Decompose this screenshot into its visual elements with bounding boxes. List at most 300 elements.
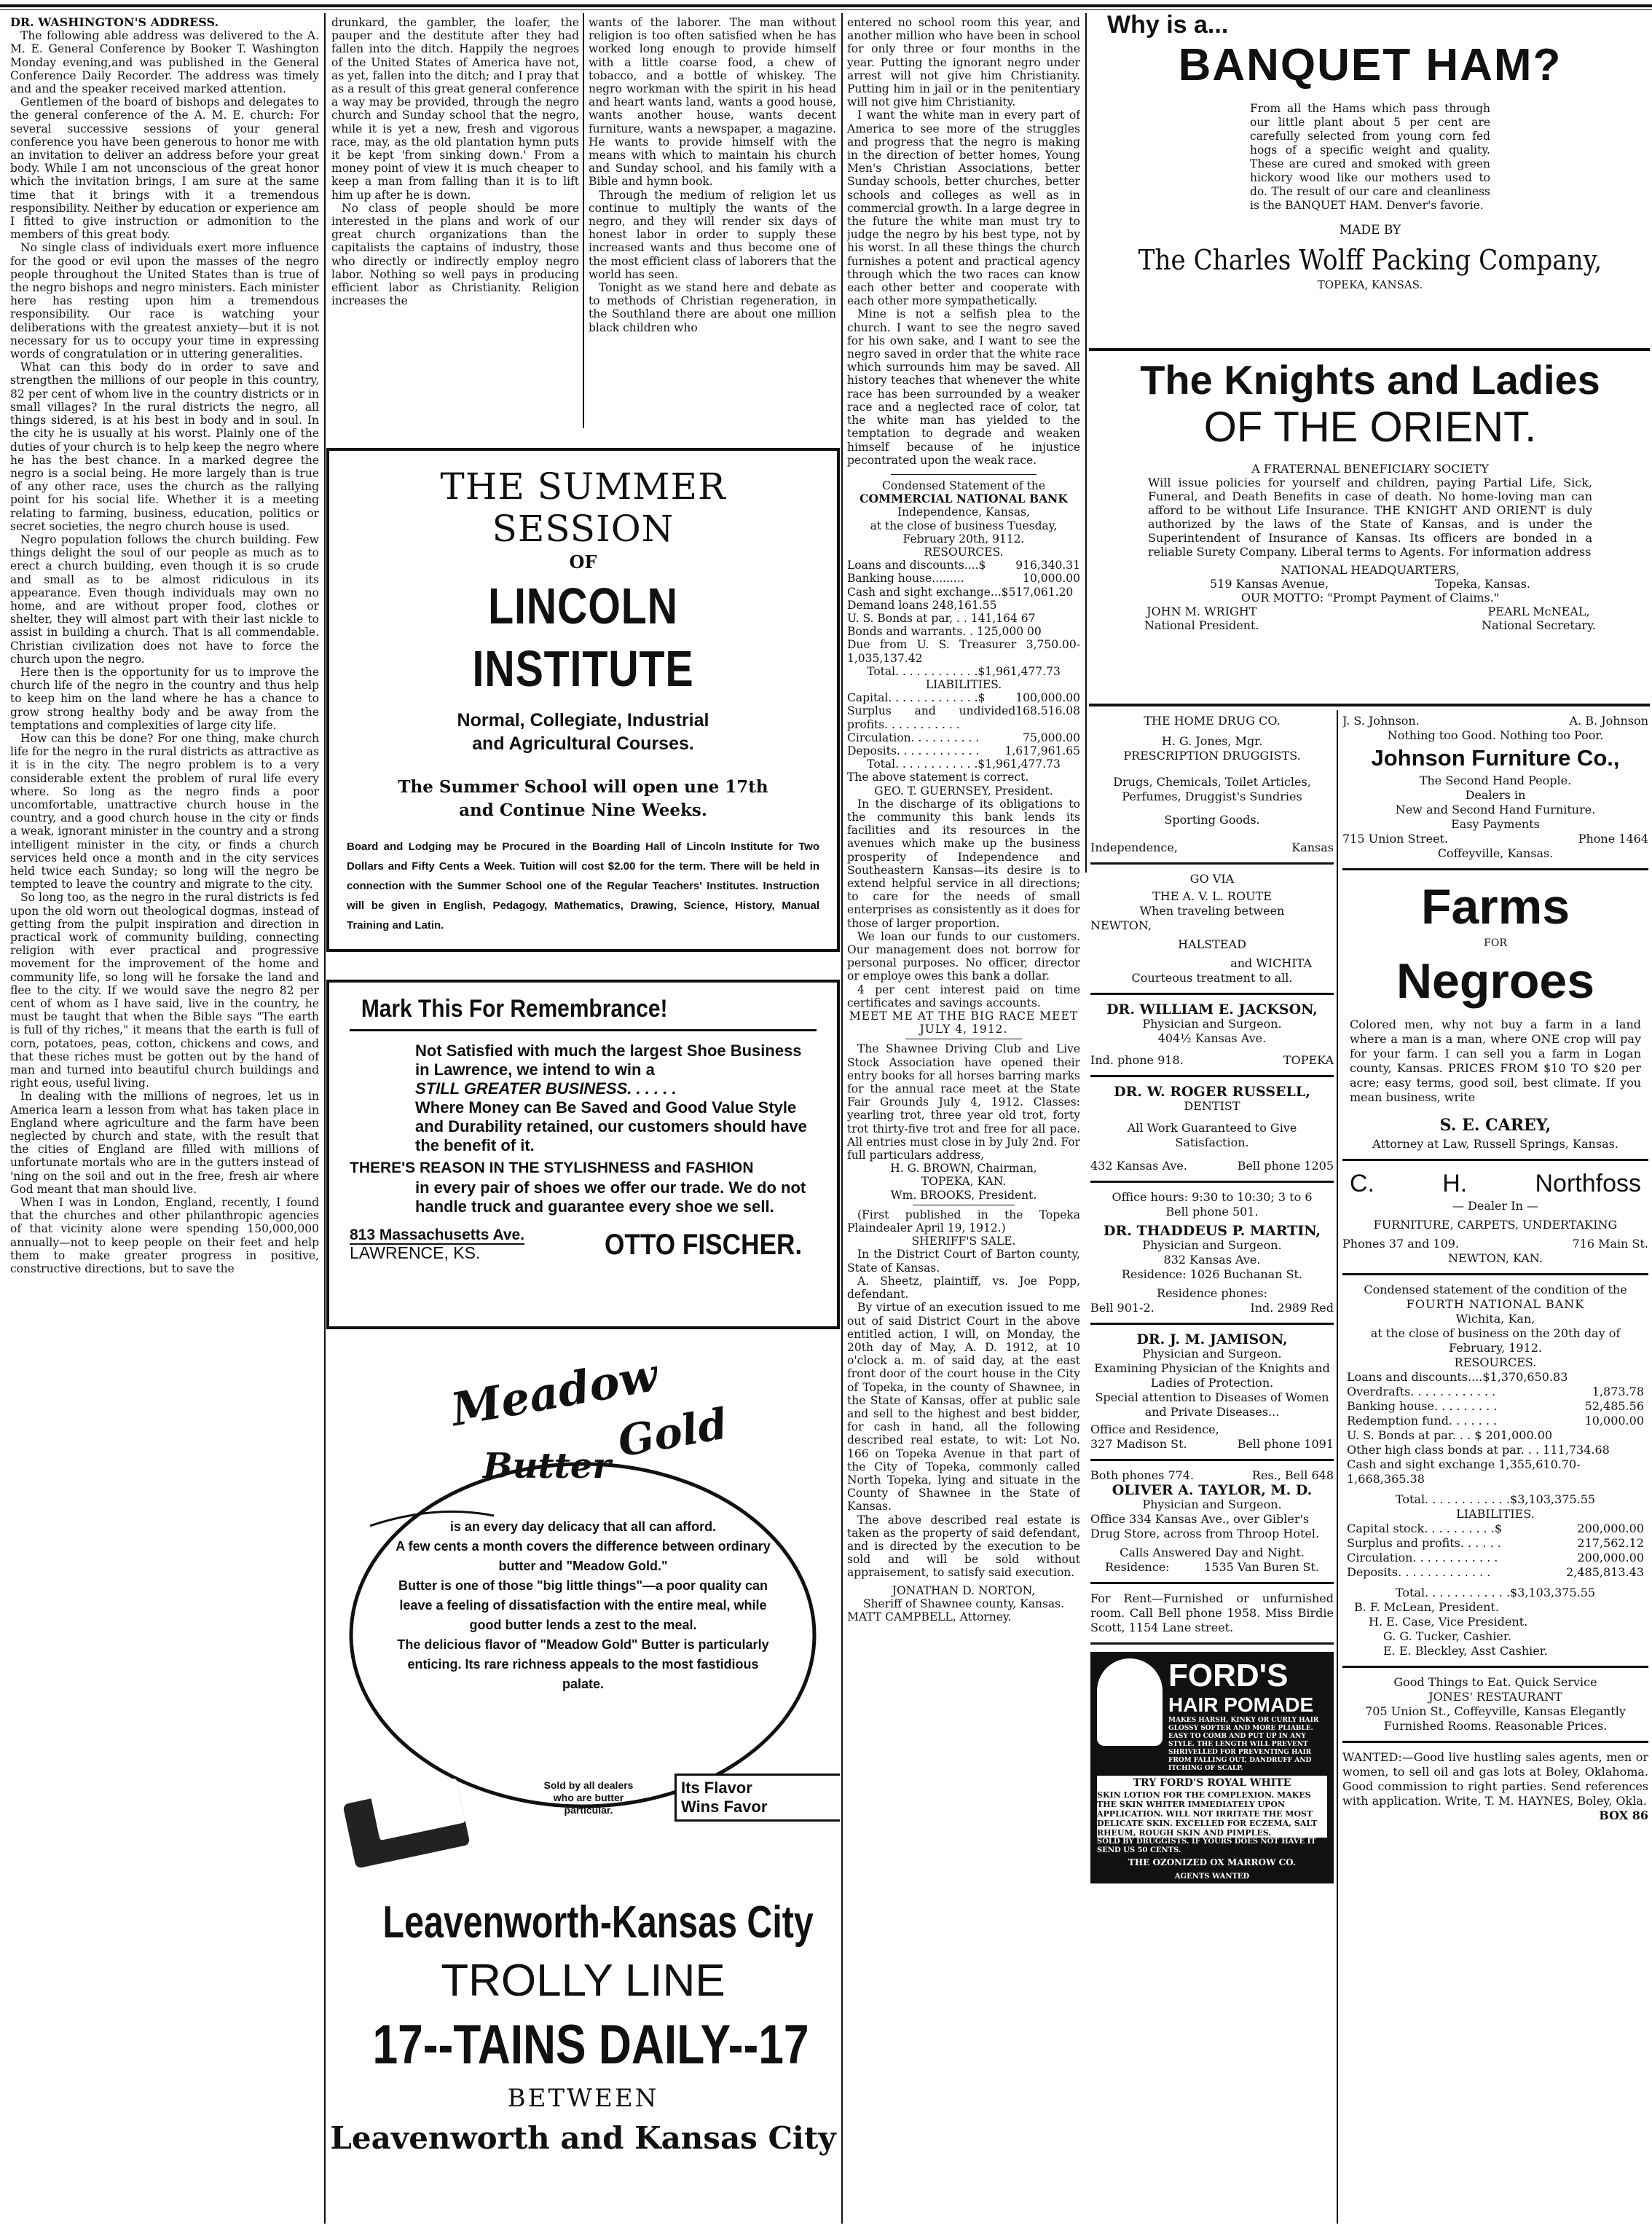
jamison-special: Special attention to Diseases of Women and Private Diseases... xyxy=(1095,1390,1329,1419)
bank-line-value: 168.516.08 xyxy=(1015,704,1080,718)
column-rule-2 xyxy=(841,13,843,2224)
ford-royal-white: TRY FORD'S ROYAL WHITE xyxy=(1097,1776,1327,1790)
restaurant-name: JONES' RESTAURANT xyxy=(1428,1690,1562,1704)
johnson-title: Johnson Furniture Co., xyxy=(1371,745,1620,771)
bank-line-value: 52,485.56 xyxy=(1584,1399,1644,1413)
ad-footer xyxy=(350,1227,817,1261)
meadow-gold-body xyxy=(392,1517,774,1694)
meadow-gold-flavor-box xyxy=(674,1774,840,1822)
bank-line-value: 2,485,813.43 xyxy=(1566,1565,1644,1579)
sale-headline: SHERIFF'S SALE. xyxy=(911,1235,1016,1248)
bank-line xyxy=(847,744,1080,757)
knights-officer-title: National President. xyxy=(1144,618,1259,632)
jackson-phone: Ind. phone 918. xyxy=(1090,1053,1184,1067)
article-paragraph: No single class of individuals exert more influence for the good or evil upon the masses of the negro people throughout the United States than is true of the negro bishops and negro ministers. Each minister here has resting upon him a tremendous responsibility. Our race is watching your deliberations with the greatest anxiety—but it is not necessary for us to occupy your time in expressing words of congratulation or in uttering generalities. xyxy=(10,241,319,361)
russell-work: All Work Guaranteed to Give Satisfaction. xyxy=(1127,1121,1297,1149)
ad-divider xyxy=(350,1029,817,1031)
bank-line-value: 1,873.78 xyxy=(1592,1385,1644,1398)
taylor-phone-1: Both phones 774. xyxy=(1090,1468,1195,1482)
ad-otto-fischer xyxy=(326,980,840,1329)
article-paragraph: Mine is not a selfish plea to the church. I want to see the negro saved for his own sake, and I want to see the negro saved in order that the white race which surrounds him may be saved. All history teaches that whenever the white race has been surrounded by a weaker race and a neglected race of color, tat the white man has yielded to the temptation to degrade and weaken himself because of he injustice pecontrated upon the weak race. xyxy=(847,307,1080,467)
ad-body-line: in every pair of shoes we offer our trade. We do not handle truck and guarantee every shoe we sell. xyxy=(415,1178,806,1216)
bank-line-value: 916,340.31 xyxy=(1015,559,1080,572)
divider xyxy=(1090,1642,1334,1645)
fourth-bank-name: FOURTH NATIONAL BANK xyxy=(1406,1297,1585,1311)
drug-manager: H. G. Jones, Mgr. xyxy=(1161,734,1263,748)
bank-line-label: Surplus and undivided profits. . . . . . . . . . . xyxy=(847,704,1016,731)
ad-title-of: OF xyxy=(569,551,597,572)
ad-title: Mark This For Remembrance! xyxy=(361,995,668,1023)
taylor-phones xyxy=(1090,1468,1334,1483)
divider xyxy=(1342,1666,1648,1668)
jamison-body: Examining Physician of the Knights and Ladies of Protection. xyxy=(1094,1361,1330,1390)
divider xyxy=(1342,1273,1648,1275)
article-paragraph: No class of people should be more interested in the plans and work of our great church organizations than the capitalists the captains of industry, those who directly or indirectly employ negro labor. Nothing so well pays in producing efficient labor as Christianity. Religion increases the xyxy=(331,201,579,308)
taylor-residence-address: 1535 Van Buren St. xyxy=(1204,1560,1319,1574)
farms-body: Colored men, why not buy a farm in a land where a man is a man, where ONE crop will pay for your farm. I can sell you a farm in Logan county, Kansas. PRICES FROM $10 TO $20 per acre; easy terms, good soil, best climate. If you mean business, write xyxy=(1350,1017,1641,1104)
bank-total: Total. . . . . . . . . . . .$3,103,375.55 xyxy=(1395,1492,1596,1506)
race-signature: Wm. BROOKS, President. xyxy=(890,1188,1037,1202)
bank-line: Cash and sight exchange 1,355,610.70-1,668,365.38 xyxy=(1347,1457,1581,1486)
bank-line-label: Circulation. . . . . . . . . . . . xyxy=(1347,1551,1498,1564)
jamison-phone: Bell phone 1091 xyxy=(1237,1437,1334,1451)
ad-courses-line1: Normal, Collegiate, Industrial xyxy=(457,710,709,731)
ad-body: Board and Lodging may be Procured in the Boarding Hall of Lincoln Institute for Two Dollars and Fifty Cents a Week. Tuition will cost $2.00 for the term. There will be held in connection with the Summer School one of the Regular Teachers' Institutes. Instruction will be given in English, Pedagogy, Mathematics, Drawing, Science, History, Manual Training and Latin. xyxy=(347,841,819,932)
bank-liabilities-heading: LIABILITIES. xyxy=(925,677,1002,691)
martin-phones xyxy=(1090,1301,1334,1315)
sale-paragraph: A. Sheetz, plaintiff, vs. Joe Popp, defendant. xyxy=(847,1274,1080,1302)
bank-line-value: 10,000.00 xyxy=(1584,1414,1644,1428)
bank-line-label: Overdrafts. . . . . . . . . . . . xyxy=(1347,1385,1496,1398)
bank-city: Independence, Kansas, xyxy=(897,505,1030,519)
ad-flavor-line: Wins Favor xyxy=(681,1798,768,1816)
bank-line xyxy=(847,572,1080,585)
bank-name: COMMERCIAL NATIONAL BANK xyxy=(860,492,1068,506)
johnson-new-second-hand: New and Second Hand Furniture. xyxy=(1395,803,1596,816)
ad-info xyxy=(347,948,819,952)
bank-line: Other high class bonds at par. . . 111,734.68 xyxy=(1347,1443,1610,1457)
knights-officer: JOHN M. WRIGHT xyxy=(1146,605,1257,618)
bank-line: Cash and sight exchange...$517,061.20 xyxy=(847,585,1074,599)
knights-officers xyxy=(1144,605,1596,632)
ad-city: LAWRENCE, KS. xyxy=(350,1243,481,1262)
russell-sub: DENTIST xyxy=(1184,1099,1240,1113)
knights-subtitle: A FRATERNAL BENEFICIARY SOCIETY xyxy=(1251,462,1489,476)
farms-attorney: Attorney at Law, Russell Springs, Kansas. xyxy=(1372,1137,1618,1151)
johnson-dealers: Dealers in xyxy=(1465,788,1526,802)
bank-line: U. S. Bonds at par. . . $ 201,000.00 xyxy=(1347,1428,1553,1442)
taylor-residence-label: Residence: xyxy=(1105,1560,1170,1574)
martin-address: 832 Kansas Ave. xyxy=(1163,1253,1261,1267)
restaurant-body: 705 Union St., Coffeyville, Kansas Elegantly Furnished Rooms. Reasonable Prices. xyxy=(1365,1704,1626,1733)
northfoss-goods: FURNITURE, CARPETS, UNDERTAKING xyxy=(1373,1218,1618,1232)
ad-body-line: Where Money can Be Saved and Good Value Style and Durability retained, our customers should have the benefit of it. xyxy=(415,1098,807,1154)
divider xyxy=(1342,1741,1648,1743)
bank-line-label: Banking house. . . . . . . . . xyxy=(1347,1399,1498,1413)
taylor-residence xyxy=(1090,1560,1334,1575)
bank-line: Due from U. S. Treasurer 3,750.00-1,035,137.42 xyxy=(847,638,1080,665)
divider xyxy=(1090,1181,1334,1183)
johnson-phone: Phone 1464 xyxy=(1578,832,1648,846)
meadow-gold-logo: Meadow xyxy=(447,1347,662,1437)
section-rule xyxy=(1089,704,1650,706)
article-washington-address xyxy=(10,16,319,2223)
for-rent-notice: For Rent—Furnished or unfurnished room. Call Bell phone 1958. Miss Birdie Scott, 1154 Lane street. xyxy=(1090,1591,1334,1634)
ad-body xyxy=(350,1042,817,1155)
northfoss-address xyxy=(1342,1237,1648,1251)
column-rule-4 xyxy=(1337,710,1338,2224)
bank-line-value: 75,000.00 xyxy=(1023,731,1080,744)
meadow-gold-logo-butter: Butter xyxy=(483,1446,611,1487)
ford-company: THE OZONIZED OX MARROW CO. xyxy=(1128,1857,1297,1867)
johnson-street: 715 Union Street. xyxy=(1342,832,1449,846)
johnson-name-2: A. B. Johnson xyxy=(1569,714,1648,728)
ad-body-line: STILL GREATER BUSINESS. . . . . . xyxy=(415,1079,677,1098)
bank-line: Demand loans 248,161.55 xyxy=(847,598,997,612)
bank-line-label: Capital. . . . . . . . . . . . .$ xyxy=(847,691,986,705)
bank-officer: B. F. McLean, President. xyxy=(1354,1600,1499,1614)
column-6-ads xyxy=(1090,714,1334,2224)
northfoss-title xyxy=(1342,1168,1648,1199)
article-paragraph: What can this body do in order to save and strengthen the millions of our people in this country, 82 per cent of whom live in the country districts or in small villages? In the rural districts the negro, all things sidered, is at his best in body and in soul. In the city he is usually at his worst. Plainly one of the duties of your church is to help keep the negro where he has the best chance. In a marked degree the negro is a social being. He more largely than is true of any other race, uses the church as the rallying point for his social life. Whether it is a meeting relating to farming, business, education, politics or secret societies, the negro church house is used. xyxy=(10,361,319,533)
avl-newton: NEWTON, xyxy=(1090,918,1152,932)
knights-body: Will issue policies for yourself and children, paying Partial Life, Sick, Funeral, and Death Benefits in case of death. No home-loving man can afford to be without Life Insurance. THE KNIGHT AND ORIENT is duly authorized by the laws of the State of Kansas, and is under the Superintendent of Insurance of Kansas. Its officers are bonded in a reliable Surety Company. Liberal terms to Agents. For information address xyxy=(1148,476,1592,559)
ham-question: Why is a... xyxy=(1107,11,1229,39)
fourth-bank-heading: Condensed statement of the condition of the xyxy=(1364,1283,1627,1296)
avl-title: GO VIA xyxy=(1189,872,1235,886)
bank-line: U. S. Bonds at par, . . 141,164 67 xyxy=(847,611,1036,625)
fourth-bank-city: Wichita, Kan, xyxy=(1455,1312,1535,1326)
drug-sporting: Sporting Goods. xyxy=(1164,813,1260,827)
taylor-calls: Calls Answered Day and Night. xyxy=(1120,1546,1305,1559)
portrait-icon xyxy=(1097,1658,1163,1746)
meadow-gold-logo-gold: Gold xyxy=(614,1398,731,1467)
divider xyxy=(1090,1323,1334,1325)
ad-open-date: The Summer School will open une 17th xyxy=(398,777,768,797)
restaurant-tagline: Good Things to Eat. Quick Service xyxy=(1393,1675,1597,1689)
article-paragraph: When I was in London, England, recently, I found that the churches and other philanthropic agencies of that vicinity alone were spending 150,000,000 annually—not to keep people on their feet and help them to make greater progress in positive, constructive directions, but to save the xyxy=(10,1196,319,1276)
ad-title: THE SUMMER SESSION xyxy=(440,465,726,550)
bank-line-value: 100,000.00 xyxy=(1015,691,1080,705)
russell-address: 432 Kansas Ave. xyxy=(1090,1159,1187,1173)
article-paragraph: entered no school room this year, and another million who have been in school for only three or four months in the year. Putting the ignorant negro under arrest will not give him Christianity. Putting him in jail or in the penitentiary will not give him Christianity. xyxy=(847,16,1080,109)
divider xyxy=(1090,993,1334,995)
column-rule-1 xyxy=(324,13,326,2224)
knights-title: The Knights and Ladies xyxy=(1140,357,1600,403)
bank-line-label: Capital stock. . . . . . . . . .$ xyxy=(1347,1522,1503,1535)
bank-paragraph: In the discharge of its obligations to the community this bank lends its facilities and its resources in the avenues which make up the business prosperity of Independence and Southeastern Kansas—its desire is to extend helpful service in all directions; to care for the needs of small enterprises as consistently as it does for those of larger proportion. xyxy=(847,797,1080,930)
fourth-bank-resources: RESOURCES. xyxy=(1454,1355,1537,1369)
farms-name: S. E. CAREY, xyxy=(1439,1116,1551,1135)
trolly-subtitle: TROLLY LINE xyxy=(441,1956,725,2006)
northfoss-dealer: — Dealer In — xyxy=(1452,1199,1538,1213)
article-headline: DR. WASHINGTON'S ADDRESS. xyxy=(10,16,219,29)
bank-correct: The above statement is correct. xyxy=(847,771,1029,784)
divider xyxy=(1342,868,1648,870)
avl-route: THE A. V. L. ROUTE xyxy=(1152,889,1272,903)
divider xyxy=(1090,1459,1334,1461)
knights-motto: OUR MOTTO: "Prompt Payment of Claims." xyxy=(1240,591,1500,605)
column-rule-3 xyxy=(1085,13,1087,873)
column-rule-2a xyxy=(583,13,584,428)
ad-fords-pomade xyxy=(1090,1652,1334,1883)
ad-banquet-ham xyxy=(1093,10,1648,345)
article-paragraph: wants of the laborer. The man without religion is too often satisfied when he has worked long enough to provide himself with a little coarse food, a chew of tobacco, and a bottle of whiskey. The negro workman with the spirit in his head and heart wants land, wants a good house, wants another house, wants decent furniture, wants a newspaper, a magazine. He wants to provide himself with the means with which to maintain his church and Sunday school, and his family with a Bible and hymn book. xyxy=(589,16,836,189)
bank-officer: E. E. Bleckley, Asst Cashier. xyxy=(1383,1644,1548,1658)
ad-body-line: A few cents a month covers the difference between ordinary butter and "Meadow Gold." xyxy=(396,1539,771,1573)
column-7-ads xyxy=(1342,714,1648,2224)
martin-residence-phones: Residence phones: xyxy=(1157,1286,1267,1300)
bank-line-value: 217,562.12 xyxy=(1577,1536,1644,1550)
jamison-sub: Physician and Surgeon. xyxy=(1142,1347,1282,1361)
bank-line-value: 10,000.00 xyxy=(1023,572,1080,586)
jackson-sub: Physician and Surgeon. xyxy=(1142,1017,1282,1031)
article-continuation-col2 xyxy=(331,16,579,430)
ad-trolly-line xyxy=(326,1894,840,2221)
farms-title: Farms xyxy=(1420,879,1570,934)
article-paragraph: I want the white man in every part of America to see more of the struggles and progress that the negro is making in the direction of better homes, Young Men's Christian Associations, better Sunday schools, better churches, better schools and colleges as well as in commercial growth. In a large degree in the future the white man must try to judge the negro by his best type, not by his worst. In all these things the church furnishes a potent and practical agency through which the two races can know each other better and cooperate with each other more sympathetically. xyxy=(847,109,1080,308)
northfoss-name: Northfoss xyxy=(1535,1170,1641,1197)
jackson-city: TOPEKA xyxy=(1283,1053,1334,1067)
ad-merchant-name: OTTO FISCHER. xyxy=(604,1229,802,1261)
ad-flavor-line: Its Flavor xyxy=(681,1779,752,1797)
bank-total: Total. . . . . . . . . . . .$3,103,375.55 xyxy=(1395,1586,1596,1599)
jackson-title: DR. WILLIAM E. JACKSON, xyxy=(1106,1001,1318,1017)
bank-line-label: Banking house......... xyxy=(847,572,964,586)
meadow-gold-sold-by: Sold by all dealers who are butter particular. xyxy=(543,1779,634,1816)
race-signature: TOPEKA, KAN. xyxy=(921,1175,1007,1189)
bank-line-label: Surplus and profits. . . . . . xyxy=(1347,1536,1501,1550)
martin-phone: Bell phone 501. xyxy=(1165,1205,1259,1219)
bank-heading: Condensed Statement of the xyxy=(881,479,1046,492)
martin-residence: Residence: 1026 Buchanan St. xyxy=(1121,1267,1303,1281)
article-paragraph: drunkard, the gambler, the loafer, the pauper and the destitute after they had fallen into the ditch. Happily the negroes of the United States of America have not, as yet, fallen into the ditch; and I pray that as a result of this great general conference a way may be provided, through the negro church and Sunday school that the negro, while it is yet a new, fresh and vigorous race, may, as the old plantation hymn puts it be kept 'from sinking down.' From a money point of view it is much cheaper to keep a man from falling than it is to lift him up after he is down. xyxy=(331,16,579,202)
ford-body: MAKES HARSH, KINKY OR CURLY HAIR GLOSSY SOFTER AND MORE PLIABLE. EASY TO COMB AND PUT UP IN ANY STYLE. THE LENGTH WILL PREVENT SHRIVELLED FOR PREVENTING HAIR FROM FALLING OUT, DANDRUFF AND ITCHING OF SCALP. xyxy=(1168,1717,1319,1772)
ford-sold-by: SOLD BY DRUGGISTS. IF YOURS DOES NOT HAVE IT SEND US 50 CENTS. xyxy=(1097,1838,1316,1854)
drug-footer xyxy=(1090,841,1334,855)
ad-lincoln-institute xyxy=(326,448,840,952)
knights-officer: PEARL McNEAL, xyxy=(1487,605,1590,618)
bank-president: GEO. T. GUERNSEY, President. xyxy=(874,784,1053,798)
taylor-sub: Physician and Surgeon. xyxy=(1142,1497,1282,1511)
divider xyxy=(891,474,1037,475)
ad-knights-ladies xyxy=(1093,357,1648,692)
bank-line-label: Loans and discounts....$ xyxy=(847,559,986,572)
fourth-bank-date: at the close of business on the 20th day of February, 1912. xyxy=(1370,1326,1621,1355)
ad-street: 813 Massachusetts Ave. xyxy=(350,1227,525,1243)
fourth-bank-table xyxy=(1342,1370,1648,1658)
ad-duration: and Continue Nine Weeks. xyxy=(459,800,707,820)
bank-line xyxy=(1347,1536,1644,1551)
russell-phone: Bell phone 1205 xyxy=(1237,1159,1334,1173)
farms-for: FOR xyxy=(1484,937,1507,949)
bank-resources-heading: RESOURCES. xyxy=(924,545,1004,559)
divider xyxy=(1342,1159,1648,1161)
divider xyxy=(1090,1582,1334,1584)
taylor-title: OLIVER A. TAYLOR, M. D. xyxy=(1112,1482,1313,1498)
northfoss-phones: Phones 37 and 109. xyxy=(1342,1237,1460,1251)
bank-line-value: 200,000.00 xyxy=(1577,1551,1644,1564)
bank-line-value: 200,000.00 xyxy=(1577,1522,1644,1535)
avl-halstead: HALSTEAD xyxy=(1178,937,1246,951)
ham-title: BANQUET HAM? xyxy=(1178,40,1562,90)
jamison-footer xyxy=(1090,1437,1334,1452)
martin-phone-1: Bell 901-2. xyxy=(1090,1301,1155,1315)
article-paragraph: The following able address was delivered to the A. M. E. General Conference by Booker T. Washington Monday evening,and was published in the General Conference Daily Recorder. The address was timely and and the speaker received marked attention. xyxy=(10,29,319,96)
bank-line xyxy=(1347,1565,1644,1580)
sale-signature: Sheriff of Shawnee county, Kansas. xyxy=(862,1597,1065,1610)
bank-line xyxy=(847,704,1080,731)
race-signature: H. G. BROWN, Chairman, xyxy=(890,1162,1037,1176)
article-paragraph: Tonight as we stand here and debate as to methods of Christian regeneration, in the Southland there are about one million black children who xyxy=(589,281,836,334)
bank-line xyxy=(1347,1522,1644,1536)
jamison-office: Office and Residence, xyxy=(1090,1422,1219,1436)
bank-total: Total. . . . . . . . . . . .$1,961,477.73 xyxy=(867,757,1061,771)
ad-courses-line2: and Agricultural Courses. xyxy=(472,733,694,754)
taylor-phone-2: Res., Bell 648 xyxy=(1251,1468,1334,1482)
avl-courteous: Courteous treatment to all. xyxy=(1131,971,1293,985)
ad-institute-name: LINCOLN INSTITUTE xyxy=(472,578,694,697)
knights-hq: NATIONAL HEADQUARTERS, xyxy=(1281,563,1460,577)
trolly-title: Leavenworth-Kansas City xyxy=(382,1897,814,1948)
jackson-address: 404½ Kansas Ave. xyxy=(1157,1031,1267,1045)
ford-lotion: SKIN LOTION FOR THE COMPLEXION. MAKES THE SKIN WHITER IMMEDIATELY UPON APPLICATION. WILL NOT IRRITATE THE MOST DELICATE SKIN. EXCELLED FOR ECZEMA, SALT RHEUM, ROUGH SKIN AND PIMPLES. xyxy=(1097,1790,1327,1838)
jackson-footer xyxy=(1090,1053,1334,1068)
northfoss-h: H. xyxy=(1442,1170,1468,1197)
northfoss-street: 716 Main St. xyxy=(1572,1237,1648,1251)
taylor-body: Office 334 Kansas Ave., over Gibler's Drug Store, across from Throop Hotel. xyxy=(1090,1512,1320,1540)
ham-body: From all the Hams which pass through our little plant about 5 per cent are carefully selected from young corn fed hogs of a specific weight and quality. These are cured and smoked with green hickory wood like our mothers used to do. The result of our care and cleanliness is the BANQUET HAM. Denver's favorie. xyxy=(1250,102,1490,212)
race-headline: MEET ME AT THE BIG RACE MEET JULY 4, 1912. xyxy=(849,1009,1079,1036)
johnson-address xyxy=(1342,832,1648,846)
ford-subtitle: HAIR POMADE xyxy=(1168,1693,1314,1716)
ad-body-line: The delicious flavor of "Meadow Gold" Butter is particularly enticing. Its rare richness appeals to the most fastidious palate. xyxy=(397,1637,769,1691)
ad-body-line: is an every day delicacy that all can afford. xyxy=(449,1519,717,1534)
ford-title: FORD'S xyxy=(1168,1658,1289,1693)
bank-line-label: Redemption fund. . . . . . . xyxy=(1347,1414,1498,1428)
article-paragraph: Gentlemen of the board of bishops and delegates to the general conference of the A. M. E. church: For several successive sessions of your general conference you have been generous to honor me with an invitation to deliver an address before your great body. While I am not unconscious of the great honor which the invitation brings, I am sure at the same time that it brings with it a tremendous responsibility. Neither by education or experience am I fitted to give instruction or admonition to the members of this great body. xyxy=(10,95,319,242)
ham-city: TOPEKA, KANSAS. xyxy=(1317,278,1423,291)
race-paragraph: The Shawnee Driving Club and Live Stock Association have opened their entry books for all horses barring marks for the annual race meet at the State Fair Grounds July 4, 1912. Classes: yearling trot, three year old trot, forty trot thirty-five trot and free for all pace. All entries must close in by July 2nd. For full particulars address, xyxy=(847,1042,1080,1162)
drug-city: Independence, xyxy=(1090,841,1178,854)
drug-state: Kansas xyxy=(1291,841,1334,854)
ad-body-line: Butter is one of those "big little things"—a poor quality can leave a feeling of dissatisfaction with the entire meal, while good butter lends a zest to the meal. xyxy=(398,1578,768,1632)
bank-line-label: Deposits. . . . . . . . . . . . xyxy=(847,744,980,757)
divider xyxy=(1090,862,1334,865)
ad-address xyxy=(350,1227,524,1261)
bank-line-value: 1,617,961.65 xyxy=(1004,744,1080,757)
knights-city: Topeka, Kansas. xyxy=(1434,577,1530,591)
avl-wichita: and WICHITA xyxy=(1230,956,1312,970)
jamison-title: DR. J. M. JAMISON, xyxy=(1136,1331,1288,1347)
ford-agents: AGENTS WANTED xyxy=(1174,1873,1250,1881)
bank-line xyxy=(847,559,1080,572)
bank-line-label: Deposits. . . . . . . . . . . . . xyxy=(1347,1565,1491,1579)
article-paragraph: Negro population follows the church building. Few things delight the soul of our people as much as to erect a church building, even though it is so crude and small as to be almost ridiculous in its appearance. Even though individuals may own no home, and are without proper food, clothes or shelter, they will almost part with their last nickle to assist in building a church. That is all commendable. Christian civilization does not have to force the church upon the negro. xyxy=(10,532,319,666)
knights-officer-title: National Secretary. xyxy=(1482,618,1596,632)
bank-line xyxy=(1347,1399,1644,1414)
bank-liabilities: LIABILITIES. xyxy=(1456,1507,1535,1521)
bank-paragraph: We loan our funds to our customers. Our management does not borrow for personal purposes. No officer, director or employe owes this bank a dollar. xyxy=(847,929,1080,983)
sale-signature: MATT CAMPBELL, Attorney. xyxy=(847,1610,1012,1623)
bank-line xyxy=(847,731,1080,744)
martin-hours: Office hours: 9:30 to 10:30; 3 to 6 xyxy=(1112,1190,1313,1204)
bank-total: Total. . . . . . . . . . . .$1,961,477.73 xyxy=(867,664,1061,678)
bank-line xyxy=(1347,1551,1644,1565)
martin-phone-2: Ind. 2989 Red xyxy=(1250,1301,1334,1315)
northfoss-c: C. xyxy=(1350,1170,1374,1197)
top-rule xyxy=(0,4,1652,7)
knights-title-2: OF THE ORIENT. xyxy=(1203,404,1537,451)
sale-paragraph: The above described real estate is taken as the property of said defendant, and is directed by the execution to be sold and will be sold without appraisement, to satisfy said execution. xyxy=(847,1513,1080,1580)
johnson-city: Coffeyville, Kansas. xyxy=(1437,846,1554,860)
bank-line xyxy=(847,691,1080,704)
divider xyxy=(1090,1075,1334,1077)
knights-street: 519 Kansas Avenue, xyxy=(1210,577,1329,591)
wanted-box: BOX 86 xyxy=(1599,1808,1648,1822)
article-paragraph: How can this be done? For one thing, make church life for the negro in the rural districts as attractive as it is in the city. The negro problem is to a very considerable extent the problem of rural life every where. So long as the negro finds a poor uncomfortable, unattractive church house in the country, and a good church house in the city or finds a weak, ignorant minister in the country and a strong intelligent minister in the city, or finds a church services held once a month and in the city services held twice each Sunday; so long will the negro be tempted to leave the country and migrate to the city. xyxy=(10,731,319,891)
russell-title: DR. W. ROGER RUSSELL, xyxy=(1114,1084,1310,1100)
bank-line xyxy=(1347,1414,1644,1428)
bank-date: at the close of business Tuesday, February 20th, 9112. xyxy=(870,519,1058,546)
ad-meadow-gold xyxy=(326,1344,840,1883)
sale-paragraph: In the District Court of Barton county, State of Kansas. xyxy=(847,1248,1080,1275)
wanted-notice: WANTED:—Good live hustling sales agents, men or women, to sell oil and gas lots at Boley, Oklahoma. Good commission to right parties. Send references with application. Write, T. M. HAYNES, Boley, Okla. xyxy=(1342,1750,1648,1808)
article-paragraph: In dealing with the millions of negroes, let us in America learn a lesson from what has taken place in England where agriculture and the farm have been neglected by church and state, with the result that the cities of England are filled with millions of unfortunate mortals who are in the gutters instead of 'ning on the soil and out in the free, fresh air where God meant that man should live. xyxy=(10,1090,319,1196)
bank-line: Loans and discounts....$1,370,650.83 xyxy=(1347,1370,1568,1384)
avl-when: When traveling between xyxy=(1139,904,1285,918)
bank-paragraph: 4 per cent interest paid on time certificates and savings accounts. xyxy=(847,983,1080,1009)
bank-officer: G. G. Tucker, Cashier. xyxy=(1383,1629,1511,1643)
sale-signature: JONATHAN D. NORTON, xyxy=(892,1583,1036,1597)
ad-body-line: THERE'S REASON IN THE STYLISHNESS and FASHION xyxy=(350,1160,754,1176)
farms-negroes: Negroes xyxy=(1396,953,1595,1009)
trolly-between: BETWEEN xyxy=(507,2084,659,2113)
drug-title: THE HOME DRUG CO. xyxy=(1144,714,1281,728)
bank-line: Bonds and warrants. . 125,000 00 xyxy=(847,625,1042,639)
johnson-names xyxy=(1342,714,1648,728)
article-continuation-col3 xyxy=(589,16,836,430)
johnson-sub: The Second Hand People. xyxy=(1419,773,1572,787)
bank-officer: H. E. Case, Vice President. xyxy=(1369,1615,1528,1629)
bank-line-label: Circulation. . . . . . . . . . xyxy=(847,731,980,744)
section-rule xyxy=(1089,348,1650,351)
article-continuation-col4 xyxy=(847,16,1080,2223)
ham-made-by: MADE BY xyxy=(1339,223,1401,237)
ham-company: The Charles Wolff Packing Company, xyxy=(1138,244,1602,276)
bank-line xyxy=(1347,1385,1644,1399)
drug-sub: PRESCRIPTION DRUGGISTS. xyxy=(1123,749,1301,763)
trolly-route: Leavenworth and Kansas City xyxy=(330,2120,836,2156)
article-paragraph: So long too, as the negro in the rural districts is fed upon the old worn out theological dogmas, instead of getting from the pulpit inspiration and direction in practical work of community building, connecting religion with ever practical and progressive movement for the improvement of the home and community life, so long will he forsake the land and flee to the city. If we would save the negro 82 per cent of whom as I have said, live in the country, he must be taught that when the Bible says "The earth is full of thy riches," it means that the earth is full of corn, potatoes, peas, cotton, chickens and cows, and that these riches must be gotten out by the hand of man and turned into beautiful church buildings and right eous, useful living. xyxy=(10,891,319,1090)
article-paragraph: Here then is the opportunity for us to improve the church life of the negro in the country and thus help to keep him on the land where he has a chance to grow strong healthy body and be away from the temptations and complexities of large city life. xyxy=(10,665,319,732)
article-paragraph: Through the medium of religion let us continue to multiply the wants of the negro, and they will render six days of honest labor in order to supply these increased wants and thus become one of the most efficient class of laborers that the world has seen. xyxy=(589,188,836,281)
jamison-address: 327 Madison St. xyxy=(1090,1437,1187,1451)
johnson-easy: Easy Payments xyxy=(1451,817,1540,831)
johnson-tagline: Nothing too Good. Nothing too Poor. xyxy=(1387,728,1604,742)
sale-publication: (First published in the Topeka Plaindealer April 19, 1912.) xyxy=(847,1208,1080,1235)
northfoss-city: NEWTON, KAN. xyxy=(1448,1251,1543,1265)
ad-body-line: Not Satisfied with much the largest Shoe Business in Lawrence, we intend to win a xyxy=(415,1042,802,1079)
martin-title: DR. THADDEUS P. MARTIN, xyxy=(1103,1223,1321,1239)
martin-sub: Physician and Surgeon. xyxy=(1142,1238,1282,1252)
knights-address xyxy=(1210,577,1530,591)
trolly-trains: 17--TAINS DAILY--17 xyxy=(372,2014,809,2076)
drug-body: Drugs, Chemicals, Toilet Articles, Perfumes, Druggist's Sundries xyxy=(1113,775,1311,803)
sale-paragraph: By virtue of an execution issued to me out of said District Court in the above entitled action, I will, on Monday, the 20th day of May, A. D. 1912, at 10 o'clock a. m. of said day, at the east front door of the court house in the City of Topeka, in the county of Shawnee, in the State of Kansas, offer at public sale and sell to the highest and best bidder, for cash in hand, all the following described real estate, to wit: Lot No. 166 on Topeka Avenue in that part of the City of Topeka, commonly called North Topeka, lying and situate in the County of Shawnee in the State of Kansas. xyxy=(847,1301,1080,1513)
johnson-name-1: J. S. Johnson. xyxy=(1342,714,1420,728)
russell-footer xyxy=(1090,1159,1334,1173)
